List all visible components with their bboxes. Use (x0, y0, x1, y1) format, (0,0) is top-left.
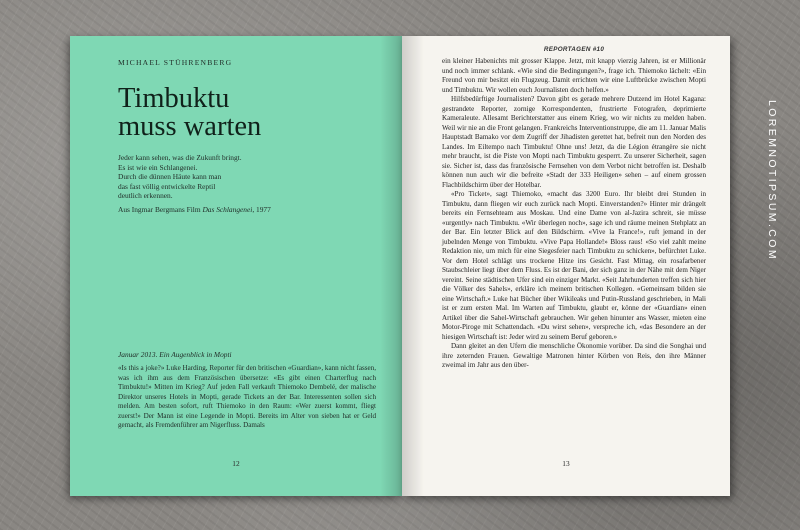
paragraph: «Pro Ticket», sagt Thiemoko, «macht das 3200 Euro. Ihr bleibt drei Stunden in Timbuktu, dann fliegen wir euch zurück nach Mopti. Einverstanden?» Hinter mir drängelt bereits ein Fernsehteam aus Moskau. Und eine Dame von al-Jazira schreit, sie müsse «urgently» nach Timbuktu. «Wir überlegen noch», sage ich und räume meinen Stehplatz an der Bar. Ein letzter Blick auf den Bildschirm. «Vive la France!», ruft jemand in der jubelnden Menge von Timbuktu. «Vive Papa Hollande!» Bloss raus! «So viel zahlt meine Redaktion nie, um mich für eine Siegesfeier nach Timbuktu zu schicken», befürchtet Luke. Vor dem Hotel schlägt uns trockene Hitze ins Gesicht. Fast Mittag, ein rosafarbener Staubschleier liegt über dem Fluss. Es ist der Bani, der sich ganz in der Nähe mit dem Niger vereint. Seine städtischen Ufer sind ein einziger Markt. «Seit Jahrhunderten treffen sich hier die Völker des Sahels», erkläre ich meinem britischen Kollegen. «Gemeinsam bilden sie eine Wirtschaft.» Luke hat Bücher über Wikileaks und Putin-Russland geschrieben, in Mali ist er zum ersten Mal. Im Warten auf Timbuktu, glaubt er, könne der «Guardian» einen Artikel über die Sahel-Wirtschaft gebrauchen. Wir gehen hinunter ans Wasser, mieten eine Motor-Piroge mit Schattendach. «Du wirst sehen», verspreche ich, «das Besondere an der hiesigen Wirtschaft ist: Jeder wird zu seinem Beruf geboren.» (442, 190, 706, 341)
running-head: REPORTAGEN #10 (543, 46, 605, 53)
epigraph-source-year: , 1977 (252, 204, 271, 214)
right-body-text (442, 57, 706, 371)
page-number-left: 12 (232, 459, 240, 468)
epigraph-line: Jeder kann sehen, was die Zukunft bringt. (118, 153, 242, 162)
left-page (70, 36, 402, 496)
epigraph-source-title: Das Schlangenei (202, 204, 253, 214)
article-title (118, 85, 376, 141)
paragraph: ein kleiner Habenichts mit grosser Klappe. Jetzt, mit knapp vierzig Jahren, ist er Millionär und noch immer schlank. «Wie sind die Bedingungen?», frage ich. Thiemoko lächelt: «Ein Freund von mir besitzt ein Flugzeug. Damit errichten wir eine Luftbrücke zwischen Mopti und Timbuktu. Wir wollen euch Journalisten doch helfen.» (442, 57, 706, 94)
epigraph-line: Es ist wie ein Schlangenei. (118, 162, 198, 172)
epigraph-line: Durch die dünnen Häute kann man (118, 172, 222, 182)
paragraph: Dann gleitet an den Ufern die menschliche Ökonomie vorüber. Da sind die Songhai und ihre zeternden Frauen. Gewaltige Matronen hinter Körben von Reis, den ihre Männer zweimal im Jahr aus den über- (442, 342, 706, 369)
left-body-text: «Is this a joke?» Luke Harding, Reporter für den britischen «Guardian», kann nicht fassen, was ich ihm aus dem Französischen übersetze: «Es gibt einen Charterflug nach Timbuktu!» Mitten im Krieg? Auf jeden Fall verkauft Thiemoko Dembelé, der malische Direktor unseres Hotels in Mopti, gerade Tickets an der Bar. Interessenten sollen sich melden. Am besten sofort, ruft Thiemoko in den Raum: «Wer zuerst kommt, fliegt zuerst!» Der Mann ist eine Legende in Mopti. Bereits im Alter von sieben hat er Geld gemacht, als Fremdenführer am Nigerfluss. Damals (118, 364, 376, 429)
right-page (402, 36, 730, 496)
epigraph-source (118, 205, 376, 214)
page-number-right: 13 (562, 459, 570, 468)
title-line-2: muss warten (118, 111, 262, 142)
epigraph (118, 153, 376, 201)
epigraph-line: das fast völlig entwickelte Reptil (118, 181, 216, 191)
paragraph: Hilfsbedürftige Journalisten? Davon gibt es gerade mehrere Dutzend im Hotel Kagana: gestrandete Reporter, zornige Korrespondenten, frustrierte Fotografen, deprimierte Kameraleute. Allesamt Berichterstatter aus einem Krieg, wo wir nichts zu melden haben. Weil wir nie an die Front gelangen. Frankreichs Interventionstruppe, die am 11. Januar Malis Hauptstadt Bamako vor dem Zugriff der Jihadisten gerettet hat, befreit nun den Norden des Landes. Im Eiltempo nach Timbuktu! Ohne uns! Jetzt, da die Légion étrangère sie nicht mehr braucht, ist die Piste von Mopti nach Timbuktu gesperrt. Zu unserer Sicherheit, sagen sie. Sicher ist, dass das französische Fernsehen von dem Verbot nicht betroffen ist. Deshalb können nun auch wir die befreite «Stadt der 333 Heiligen» sehen – auf einem grossen Flachbildschirm über der Hotelbar. (442, 95, 706, 189)
title-line-1: Timbuktu (118, 83, 230, 114)
author-name: MICHAEL STÜHRENBERG (118, 58, 233, 67)
epigraph-line: deutlich erkennen. (118, 191, 173, 201)
section-dateline: Januar 2013. Ein Augenblick in Mopti (118, 350, 232, 359)
epigraph-source-prefix: Aus Ingmar Bergmans Film (118, 204, 203, 214)
watermark-text: LOREMNOTIPSUM.COM (766, 100, 778, 261)
